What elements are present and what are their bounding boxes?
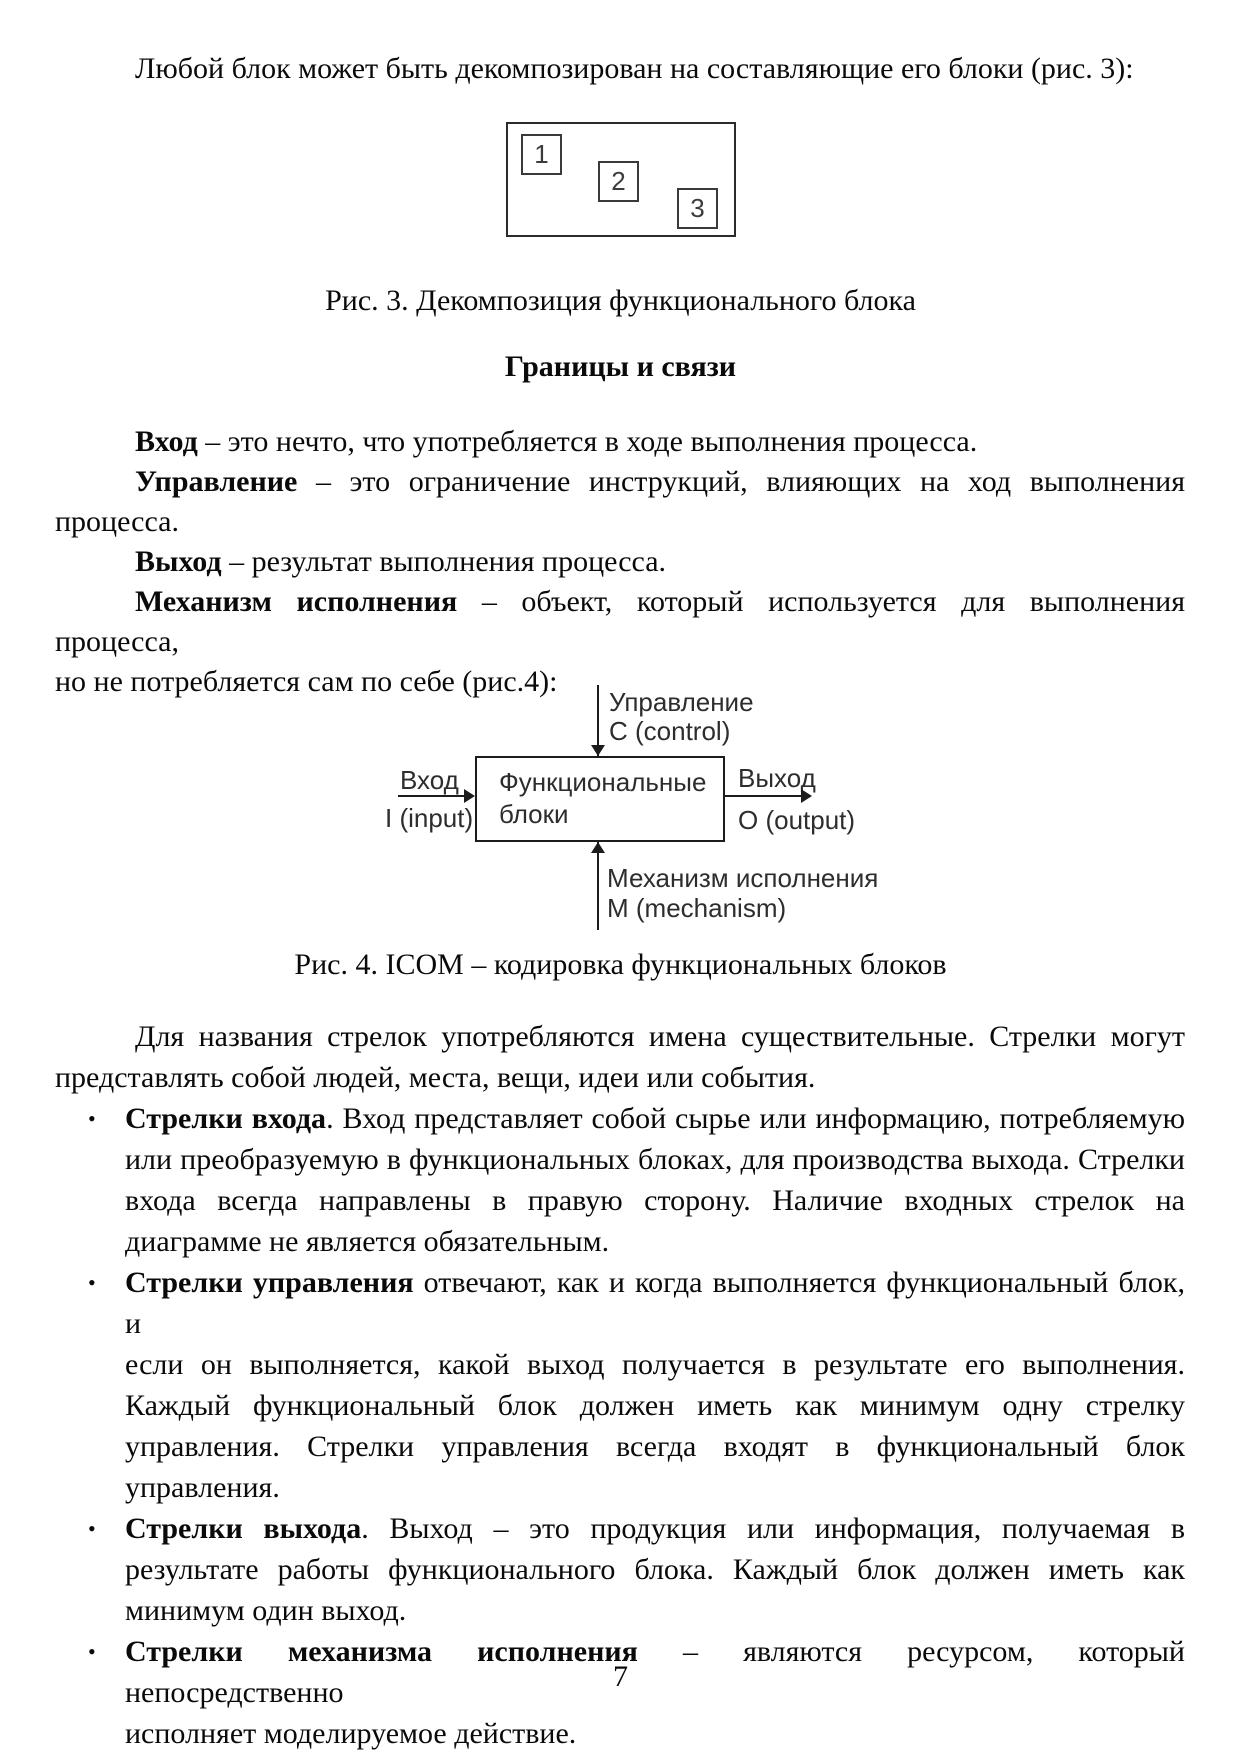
figure-decomposition (506, 122, 736, 237)
mechanism-code-label: M (mechanism) (607, 893, 787, 923)
bullet-marker: • (88, 1106, 96, 1131)
mechanism-arrow-line (597, 842, 599, 930)
function-box (475, 756, 725, 842)
output-code-label: O (output) (738, 805, 856, 835)
text-line: Управление – это ограничение инструкций, влияющих на ход выполнения (135, 465, 1185, 498)
bullet-line: • Стрелки входа. Вход представляет собой сырье или информацию, потребляемую (55, 1098, 1185, 1139)
bold-term: Стрелки механизма исполнения (125, 1635, 638, 1668)
bullet-line: исполняет моделируемое действие. (125, 1717, 577, 1750)
bullet-line: или преобразуемую в функциональных блоках, для производства выхода. Стрелки (125, 1143, 1185, 1176)
block-2 (598, 161, 639, 202)
bullet-marker: • (88, 1639, 96, 1664)
bullet-line: • Стрелки механизма исполнения – являются ресурсом, который непосредственно (55, 1631, 1185, 1713)
mechanism-label: Механизм исполнения (607, 863, 879, 893)
bullet-line: диаграмме не является обязательным. (125, 1225, 610, 1258)
section-heading: Границы и связи (504, 350, 737, 383)
block-1-label: 1 (534, 139, 549, 169)
bold-term: Стрелки входа (125, 1102, 327, 1135)
bold-term: Выход (135, 545, 222, 578)
bullet-line: • Стрелки выхода. Выход – это продукция или информация, получаемая в (55, 1508, 1185, 1549)
bullet-line: управления. Стрелки управления всегда входят в функциональный блок (125, 1430, 1185, 1463)
bullet-line: если он выполняется, какой выход получается в результате его выполнения. (125, 1348, 1185, 1381)
definition-paragraph (55, 542, 1185, 582)
input-arrow-line (398, 795, 468, 797)
bold-term: Стрелки управления (125, 1266, 414, 1299)
bullet-line: Каждый функциональный блок должен иметь как минимум одну стрелку (125, 1389, 1185, 1422)
figure3-caption: Рис. 3. Декомпозиция функционального блока (325, 284, 916, 317)
input-code-label: I (input) (385, 803, 474, 833)
page-number: 7 (613, 1660, 628, 1693)
bullet-marker: • (88, 1516, 96, 1541)
text-line: процесса. (55, 505, 179, 538)
block-2-label: 2 (611, 166, 626, 196)
output-arrowhead-icon (801, 789, 812, 803)
bold-term: Механизм исполнения (135, 585, 458, 618)
mechanism-arrowhead-icon (591, 842, 605, 853)
text-line: представлять собой людей, места, вещи, идеи или события. (55, 1061, 816, 1094)
bullet-line: результате работы функционального блока. Каждый блок должен иметь как (125, 1553, 1185, 1586)
text-line: Любой блок может быть декомпозирован на составляющие его блоки (рис. 3): (135, 52, 1134, 85)
control-arrowhead-icon (591, 745, 605, 756)
function-box-line2: блоки (499, 799, 569, 829)
bullet-list (55, 1098, 1185, 1754)
function-box-label (499, 766, 706, 830)
bullet-line: • Стрелки управления отвечают, как и когда выполняется функциональный блок, и (55, 1262, 1185, 1344)
bullet-list-item (55, 1508, 1185, 1631)
bullet-list-item (55, 1098, 1185, 1262)
block-3-label: 3 (690, 193, 705, 223)
figure4-caption: Рис. 4. ICOM – кодировка функциональных блоков (294, 948, 947, 981)
bullet-line: управления. (125, 1471, 280, 1504)
definitions-block (55, 422, 1185, 702)
bold-term: Вход (135, 425, 198, 458)
arrows-paragraph (55, 1016, 1185, 1098)
output-arrow-line (725, 795, 802, 797)
control-label: Управление (609, 687, 754, 717)
text-line: Вход – это нечто, что употребляется в ходе выполнения процесса. (135, 425, 978, 458)
bullet-line: минимум один выход. (125, 1594, 407, 1627)
text-line: Для названия стрелок употребляются имена существительные. Стрелки могут (135, 1020, 1185, 1053)
bullet-line: входа всегда направлены в правую сторону. Наличие входных стрелок на (125, 1184, 1185, 1217)
bold-term: Стрелки выхода (125, 1512, 362, 1545)
input-arrowhead-icon (464, 789, 475, 803)
figure-icom (0, 680, 1241, 938)
definition-paragraph (55, 422, 1185, 462)
input-label: Вход (400, 765, 459, 795)
control-code-label: C (control) (609, 716, 731, 746)
bold-term: Управление (135, 465, 298, 498)
bullet-list-item (55, 1262, 1185, 1508)
intro-paragraph (55, 48, 1185, 89)
bullet-marker: • (88, 1270, 96, 1295)
definition-paragraph (55, 462, 1185, 542)
text-line: Выход – результат выполнения процесса. (135, 545, 667, 578)
text-line: Механизм исполнения – объект, который используется для выполнения процесса, (55, 585, 1185, 658)
text-line: но не потребляется сам по себе (рис.4): (55, 665, 558, 698)
function-box-line1: Функциональные (499, 767, 707, 797)
block-3 (677, 188, 718, 229)
block-1 (521, 134, 562, 175)
output-label: Выход (738, 763, 816, 793)
